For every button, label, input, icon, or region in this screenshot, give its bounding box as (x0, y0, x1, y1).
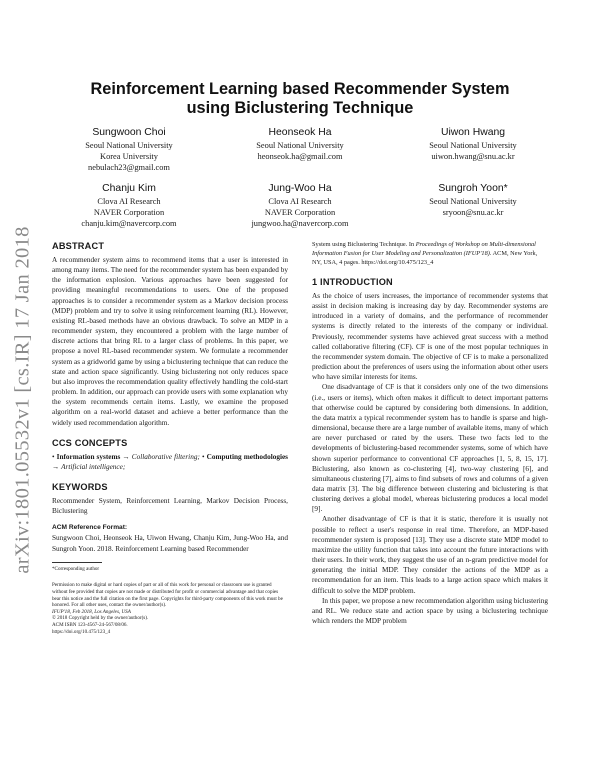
author-name: Chanju Kim (102, 183, 156, 194)
intro-paragraph-3: Another disadvantage of CF is that it is static, therefore it is usually not possible to reflect a user's response in real time. Therefore, an MDP-based recommender system is proposed [13]. They use a discrete state MDP model to maximize the utility function that takes into account the future interactions with their users. In their work, they suggest the use of an n-gram predictive model for generating the initial MDP. They consider the actions of the MDP as a recommendation for an item. This leads to a large action space which makes it difficult to solve the MDP problem. (312, 515, 548, 595)
keywords-heading: KEYWORDS (52, 481, 108, 492)
footnote: *Corresponding author (52, 565, 100, 572)
intro-paragraph-1: As the choice of users increases, the importance of recommender systems that assist in decision making is increasing day by day. Recommender systems are introduced in a variety of domains, and the performance of recommender systems is directly related to the interests of the company or individual. Previously, recommender systems have achieved great success with a method called collaborative filtering (CF). CF is one of the most popular techniques in the recommender system domain. The objective of CF is to make a personalized prediction about the preferences of users using the information about other users who have similar interests for items. (312, 292, 548, 382)
paper-title (60, 80, 540, 118)
author-affiliation: Korea University (100, 152, 158, 162)
author-6 (398, 182, 548, 218)
ccs-heading: CCS CONCEPTS (52, 437, 128, 448)
intro-paragraph-2: One disadvantage of CF is that it considers only one of the two dimensions (i.e., users or items), which often makes it difficult to detect important patterns that otherwise could be captured by considering both dimensions. In addition, the data matrix a typical recommender system has to handle is sparse and high-dimensional, because there are a large number of available items, many of which are never purchased or rated by the users. These two facts led to the developments of biclustering-based recommender systems, some of which have shown superior performance to conventional CF approaches [1, 5, 8, 15, 17]. Biclustering, also known as co-clustering [4], two-way clustering [6], and simultaneous clustering [7], aims to find subsets of rows and columns of a given data matrix [3]. The big difference between clustering and biclustering is that clustering derives a global model, whereas biclustering produces a local model [9]. (312, 383, 548, 514)
author-3 (398, 126, 548, 162)
keywords-text: Recommender System, Reinforcement Learning, Markov Decision Process, Biclustering (52, 496, 288, 516)
ccs-item-1-sub: Collaborative filtering; (131, 452, 200, 461)
ccs-item-2-sub: Artificial intelligence; (61, 462, 126, 471)
venue: IFUP'18, Feb 2018, Los Angeles, USA (52, 608, 131, 615)
author-1 (54, 126, 204, 174)
author-name: Sungwoon Choi (92, 127, 166, 138)
abstract-heading: ABSTRACT (52, 241, 105, 251)
footnote-rule (52, 562, 102, 563)
arxiv-id: arXiv:1801.05532v1 [cs.IR] 17 Jan 2018 (11, 226, 34, 574)
author-2 (225, 126, 375, 162)
doi: https://doi.org/10.475/123_4 (52, 628, 111, 635)
author-affiliation: NAVER Corporation (93, 208, 165, 218)
author-name: Uiwon Hwang (440, 127, 506, 138)
title-line-2: using Biclustering Technique (186, 99, 414, 117)
author-affiliation: Clova AI Research (268, 197, 332, 206)
author-affiliation: Seoul National University (429, 141, 517, 150)
author-email: sryoon@snu.ac.kr (442, 208, 504, 218)
author-name: Sungroh Yoon* (438, 183, 508, 194)
author-4 (54, 182, 204, 230)
acm-reference (52, 522, 288, 553)
author-name: Heonseok Ha (268, 127, 332, 138)
title-line-1: Reinforcement Learning based Recommender System (90, 80, 510, 98)
ccs-concepts: • Information systems → Collaborative filtering; • Computing methodologies → Artificial intelligence; (52, 452, 289, 471)
arrow: → (52, 462, 62, 471)
author-affiliation: Seoul National University (256, 141, 344, 150)
ccs-item-1: Information systems (56, 452, 121, 461)
permission-notice: Permission to make digital or hard copies of part or all of this work for personal or classroom use is granted without fee provided that copies are not made or distributed for profit or commercial advantage and that copies bear this notice and the full citation on the first page. Copyrights for third-party components of this work must be honored. For all other uses, contact the owner/author(s). (52, 582, 283, 609)
copyright: © 2018 Copyright held by the owner/author(s). (52, 615, 149, 622)
abstract-text: A recommender system aims to recommend items that a user is interested in among many items. The need for the recommender system has been expanded by the information explosion. Various approaches have been suggested for providing meaningful recommendations to users. One of the proposed approaches is to consider a recommender system as a Markov decision process (MDP) problem and try to solve it using reinforcement learning (RL). However, existing RL-based methods have an obvious drawback. To solve an MDP in a recommender system, they encountered a problem with the large number of discrete actions that bring RL to a larger class of problems. In this paper, we propose a novel RL-based recommender system. We formulate a recommender system as a gridworld game by using a biclustering technique that can reduce the state and action space significantly. Using biclustering not only reduces space but also improves the recommendation quality effectively handling the cold-start problem. In addition, our approach can provide users with some explanation why the system recommends certain items. Lastly, we examine the proposed algorithm on a real-world dataset and achieve a better performance than the widely used recommendation algorithm. (52, 256, 288, 427)
intro-paragraph-4: In this paper, we propose a new recommendation algorithm using biclustering and RL. We reduce state and action space by using a biclustering technique which renders the MDP problem (312, 596, 548, 625)
author-affiliation: NAVER Corporation (264, 208, 336, 218)
introduction-heading: 1 INTRODUCTION (312, 277, 393, 287)
author-affiliation: Seoul National University (429, 197, 517, 206)
right-column (312, 240, 548, 626)
isbn: ACM ISBN 123-4567-24-567/08/06. (52, 621, 128, 628)
arrow: → (120, 452, 132, 461)
ccs-item-2: Computing methodologies (206, 452, 289, 461)
acm-reference-continued: System using Biclustering Technique. In Proceedings of Workshop on Multi-dimensional Information Fusion for User Modeling and Personalization (IFUP'18). ACM, New York, NY, USA, 4 pages. https://doi.org/10.475/123_4 (312, 241, 538, 266)
author-affiliation: Seoul National University (85, 141, 173, 150)
author-email: jungwoo.ha@navercorp.com (251, 219, 349, 229)
author-5 (225, 182, 375, 230)
author-email: heonseok.ha@gmail.com (257, 152, 343, 162)
left-column (52, 240, 288, 635)
author-name: Jung-Woo Ha (268, 183, 332, 194)
author-email: nebulach23@gmail.com (88, 163, 170, 173)
acm-reference-label: ACM Reference Format: (52, 524, 128, 532)
author-email: uiwon.hwang@snu.ac.kr (431, 152, 515, 162)
author-email: chanju.kim@navercorp.com (81, 219, 177, 229)
arxiv-sidebar-stamp (8, 220, 38, 580)
acm-reference-text: Sungwoon Choi, Heonseok Ha, Uiwon Hwang, Chanju Kim, Jung-Woo Ha, and Sungroh Yoon. 2018. Reinforcement Learning based Recommender (52, 534, 288, 553)
author-affiliation: Clova AI Research (97, 197, 161, 206)
